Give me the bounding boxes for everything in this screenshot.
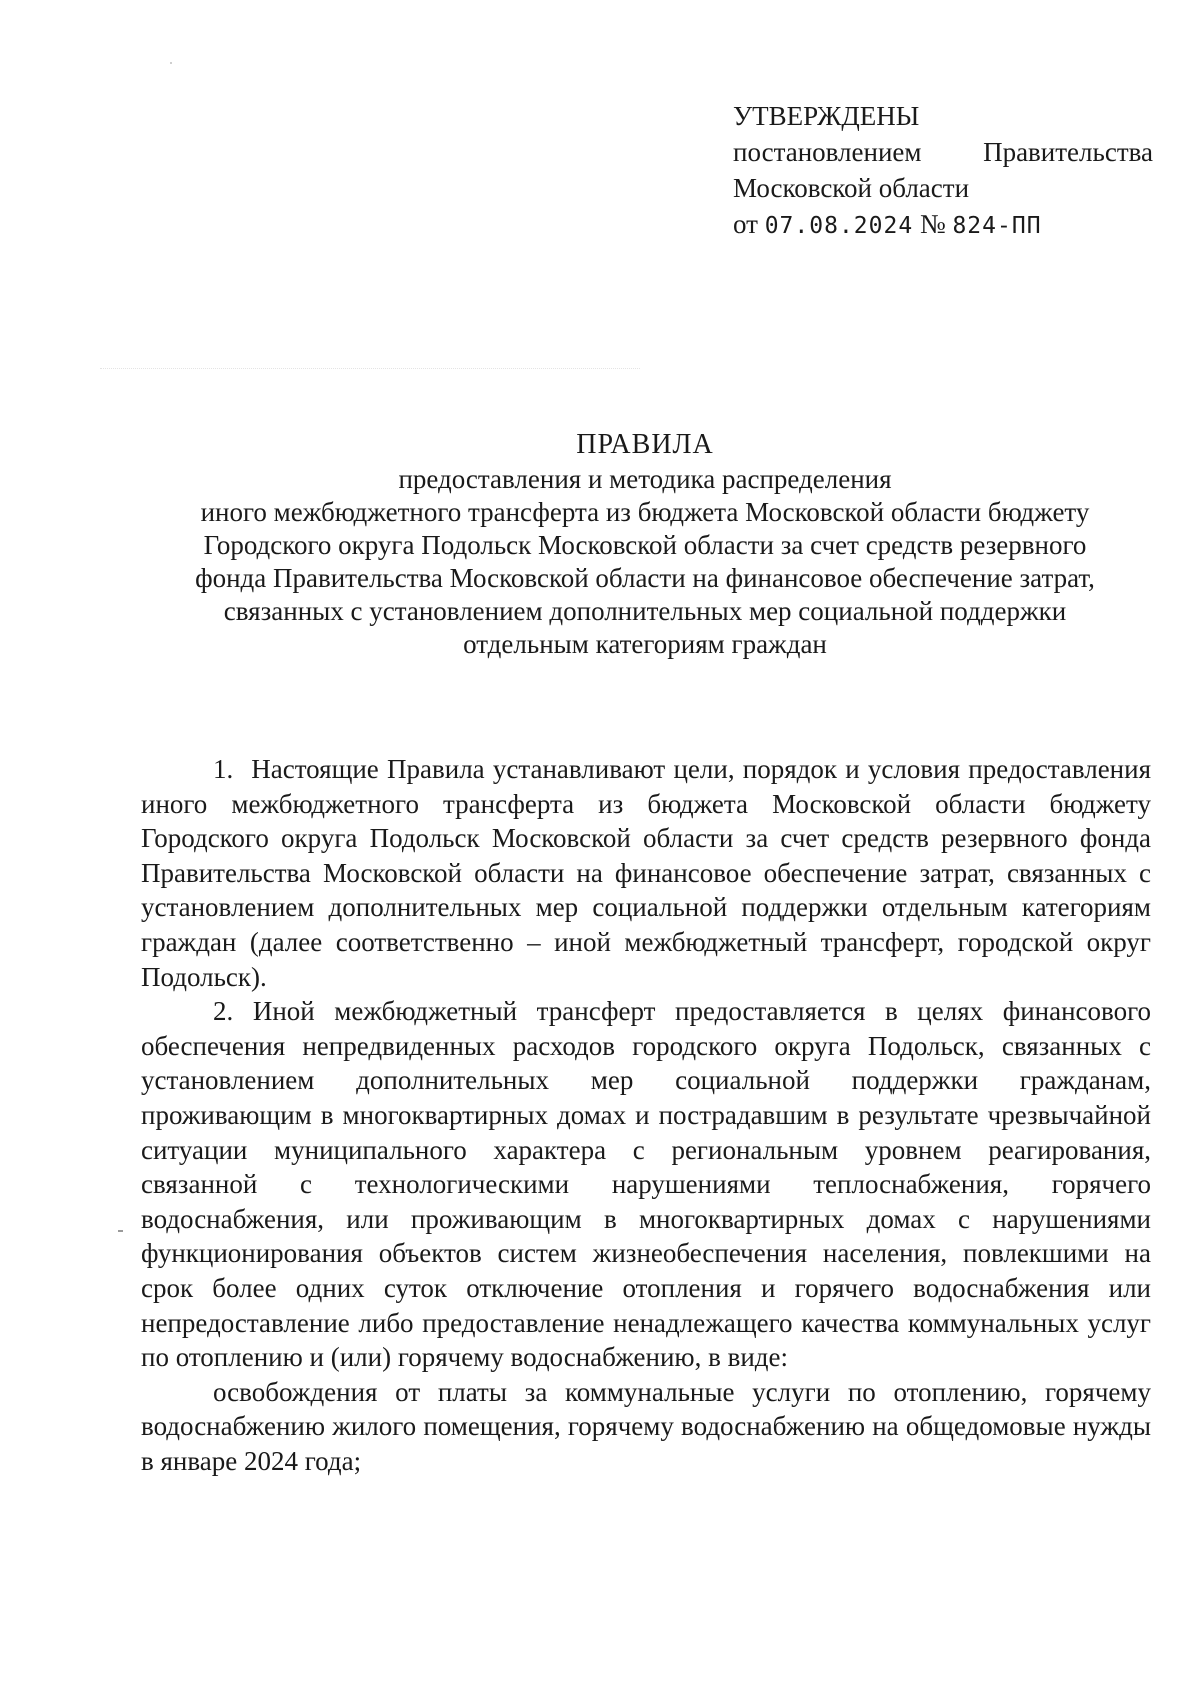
title-subline: фонда Правительства Московской области на финансовое обеспечение затрат, [195,563,1095,593]
title-subline: отдельным категориям граждан [463,629,827,659]
approval-resolution-line [733,134,1153,170]
approval-date-number-line [733,206,1153,244]
title-subline: предоставления и методика распределения [398,464,892,494]
paragraph-3 [141,1375,1151,1479]
document-title: ПРАВИЛА [576,429,714,460]
title-subline: иного межбюджетного трансферта из бюджета Московской области бюджету [200,497,1090,527]
title-subline: Городского округа Подольск Московской области за счет средств резервного [203,530,1087,560]
paragraph-1 [141,752,1151,994]
document-title-block [130,428,1160,661]
margin-tick-mark [118,1230,123,1232]
scan-speck [170,62,172,64]
approval-number-sign: № [919,209,946,239]
approval-number: 824-ПП [952,213,1042,239]
approval-region: Московской области [733,173,970,203]
document-body [141,752,1151,1478]
faint-scan-line [100,368,640,371]
approval-date-prefix: от [733,209,758,239]
title-subline: связанных с установлением дополнительных мер социальной поддержки [223,596,1067,626]
paragraph-3-text: освобождения от платы за коммунальные услуги по отоплению, горячему водоснабжению жилого помещения, горячему водоснабжению на общедомовые нужды в январе 2024 года; [141,1376,1151,1476]
paragraph-2-number: 2. [213,996,234,1027]
approval-date: 07.08.2024 [764,213,914,239]
approval-heading: УТВЕРЖДЕНЫ [733,101,920,131]
approval-government-word: Правительства [983,137,1153,167]
paragraph-2 [141,994,1151,1375]
paragraph-1-text: Настоящие Правила устанавливают цели, порядок и условия предоставления иного межбюджетного трансферта из бюджета Московской области бюджету Городского округа Подольск Московской области за счет средств резервного фонда Правительства Московской области на финансовое обеспечение затрат, связанных с установлением дополнительных мер социальной поддержки отдельным категориям граждан (далее соответственно – иной межбюджетный трансферт, городской округ Подольск). [141,754,1151,992]
approval-stamp-block [733,98,1153,244]
paragraph-2-text: Иной межбюджетный трансферт предоставляется в целях финансового обеспечения непредвиденных расходов городского округа Подольск, связанных с установлением дополнительных мер социальной поддержки гражданам, проживающим в многоквартирных домах и пострадавшим в результате чрезвычайной ситуации муниципального характера с региональным уровнем реагирования, связанной с технологическими нарушениями теплоснабжения, горячего водоснабжения, или проживающим в многоквартирных домах с нарушениями функционирования объектов систем жизнеобеспечения населения, повлекшими на срок более одних суток отключение отопления и горячего водоснабжения или непредоставление либо предоставление ненадлежащего качества коммунальных услуг по отоплению и (или) горячему водоснабжению, в виде: [141,996,1151,1373]
approval-resolution-word: постановлением [733,137,922,167]
paragraph-1-number: 1. [213,754,234,784]
